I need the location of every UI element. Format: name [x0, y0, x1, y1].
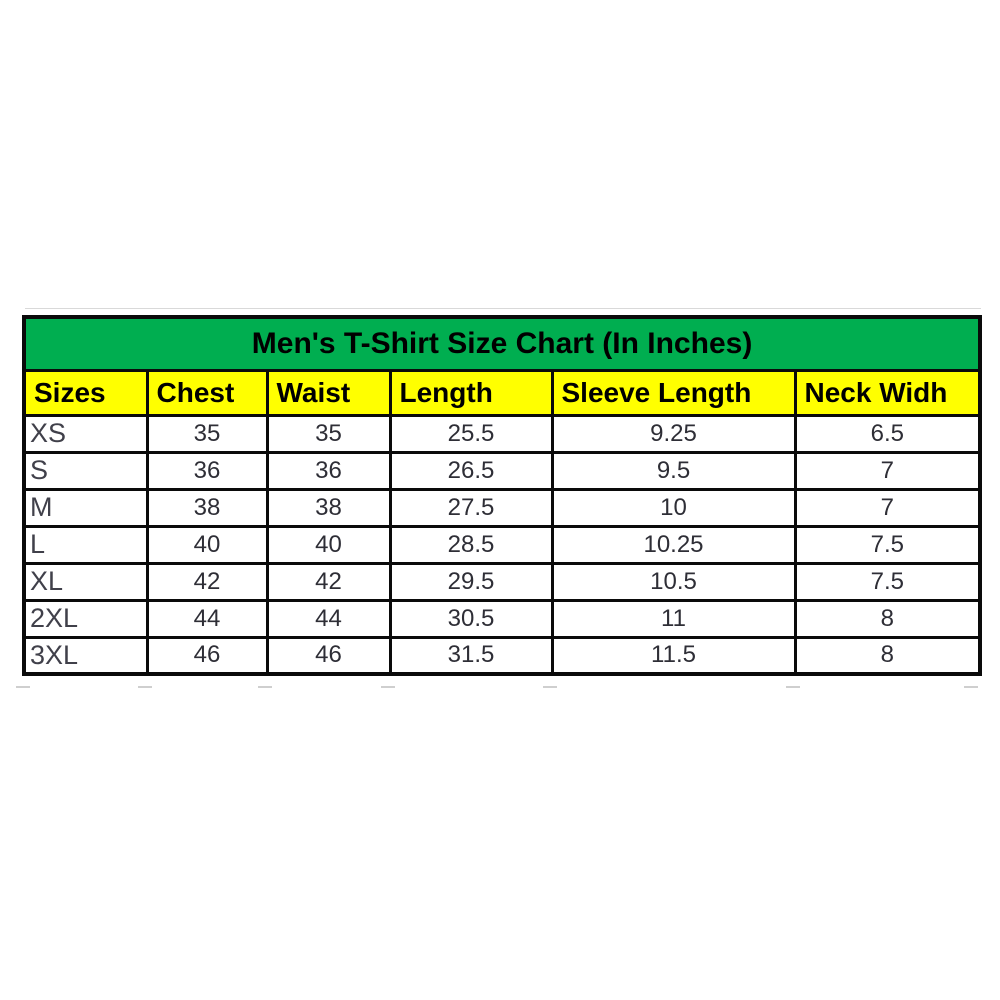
measurement-value-cell: 38 — [267, 489, 390, 526]
measurement-value-cell: 11.5 — [552, 637, 795, 674]
measurement-value-cell: 7 — [795, 452, 980, 489]
column-header-waist: Waist — [267, 370, 390, 415]
measurement-value-cell: 10 — [552, 489, 795, 526]
measurement-value-cell: 36 — [147, 452, 267, 489]
size-label-cell: 3XL — [24, 637, 147, 674]
measurement-value-cell: 29.5 — [390, 563, 552, 600]
measurement-value-cell: 7.5 — [795, 563, 980, 600]
measurement-value-cell: 7.5 — [795, 526, 980, 563]
table-row — [24, 600, 980, 637]
table-title-row — [24, 317, 980, 370]
grid-tick — [258, 686, 272, 688]
grid-tick — [138, 686, 152, 688]
table-row — [24, 415, 980, 452]
measurement-value-cell: 40 — [267, 526, 390, 563]
size-label-cell: M — [24, 489, 147, 526]
size-label-cell: 2XL — [24, 600, 147, 637]
measurement-value-cell: 35 — [267, 415, 390, 452]
measurement-value-cell: 28.5 — [390, 526, 552, 563]
measurement-value-cell: 9.5 — [552, 452, 795, 489]
measurement-value-cell: 11 — [552, 600, 795, 637]
measurement-value-cell: 44 — [267, 600, 390, 637]
size-chart-table — [22, 315, 982, 676]
measurement-value-cell: 30.5 — [390, 600, 552, 637]
measurement-value-cell: 42 — [147, 563, 267, 600]
measurement-value-cell: 9.25 — [552, 415, 795, 452]
measurement-value-cell: 35 — [147, 415, 267, 452]
table-row — [24, 452, 980, 489]
size-label-cell: XL — [24, 563, 147, 600]
spreadsheet-gridline — [25, 308, 981, 309]
column-header-length: Length — [390, 370, 552, 415]
measurement-value-cell: 31.5 — [390, 637, 552, 674]
measurement-value-cell: 36 — [267, 452, 390, 489]
grid-tick — [543, 686, 557, 688]
measurement-value-cell: 6.5 — [795, 415, 980, 452]
measurement-value-cell: 25.5 — [390, 415, 552, 452]
measurement-value-cell: 46 — [267, 637, 390, 674]
measurement-value-cell: 44 — [147, 600, 267, 637]
column-header-sleeve-length: Sleeve Length — [552, 370, 795, 415]
measurement-value-cell: 7 — [795, 489, 980, 526]
measurement-value-cell: 27.5 — [390, 489, 552, 526]
size-table-body — [24, 415, 980, 674]
measurement-value-cell: 8 — [795, 637, 980, 674]
measurement-value-cell: 26.5 — [390, 452, 552, 489]
measurement-value-cell: 10.5 — [552, 563, 795, 600]
table-row — [24, 563, 980, 600]
measurement-value-cell: 8 — [795, 600, 980, 637]
table-title: Men's T-Shirt Size Chart (In Inches) — [24, 317, 980, 370]
measurement-value-cell: 42 — [267, 563, 390, 600]
size-chart-table-container — [22, 315, 978, 676]
table-header-row — [24, 370, 980, 415]
column-header-sizes: Sizes — [24, 370, 147, 415]
grid-tick — [16, 686, 30, 688]
grid-tick — [381, 686, 395, 688]
grid-tick — [964, 686, 978, 688]
grid-tick — [786, 686, 800, 688]
size-label-cell: S — [24, 452, 147, 489]
measurement-value-cell: 40 — [147, 526, 267, 563]
table-row — [24, 637, 980, 674]
table-row — [24, 526, 980, 563]
measurement-value-cell: 10.25 — [552, 526, 795, 563]
measurement-value-cell: 38 — [147, 489, 267, 526]
column-header-neck-width: Neck Widh — [795, 370, 980, 415]
table-row — [24, 489, 980, 526]
measurement-value-cell: 46 — [147, 637, 267, 674]
size-label-cell: XS — [24, 415, 147, 452]
size-label-cell: L — [24, 526, 147, 563]
column-header-chest: Chest — [147, 370, 267, 415]
